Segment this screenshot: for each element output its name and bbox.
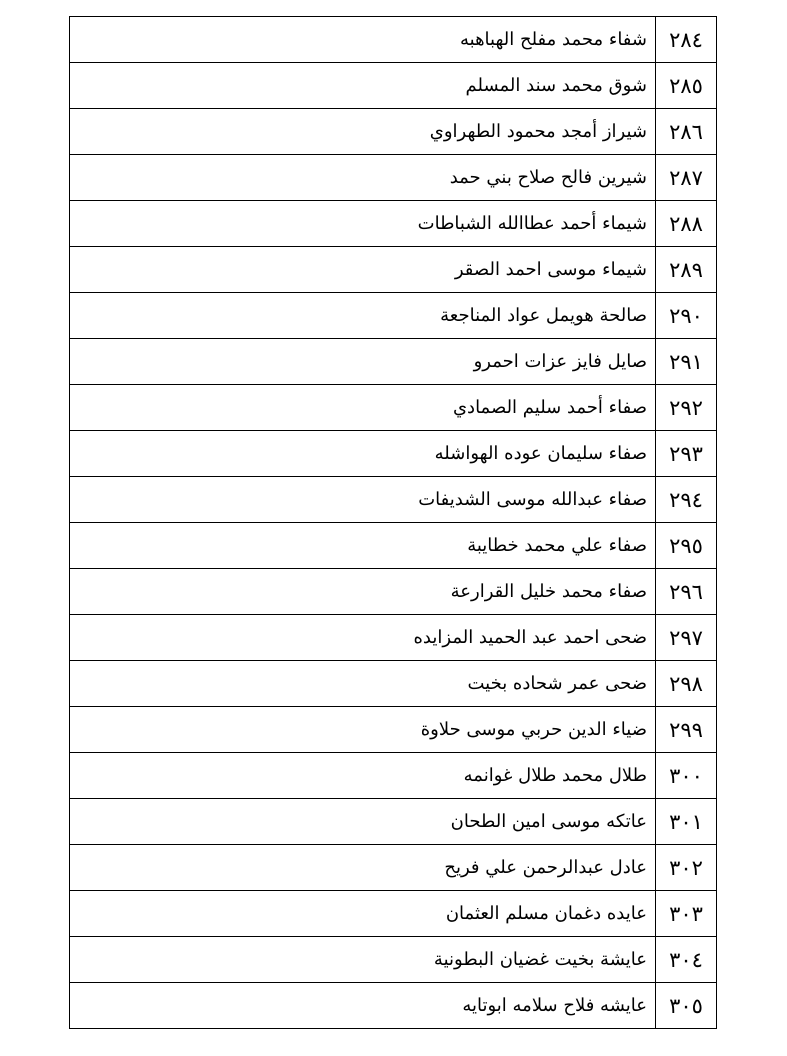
table-row (70, 707, 717, 753)
table-body (70, 17, 717, 1029)
names-table (69, 16, 717, 1029)
row-number: ٣٠٢ (656, 845, 717, 891)
table-row (70, 523, 717, 569)
person-name: عايده دغمان مسلم العثمان (70, 891, 656, 937)
person-name: عادل عبدالرحمن علي فريح (70, 845, 656, 891)
person-name: شيماء موسى احمد الصقر (70, 247, 656, 293)
table-row (70, 753, 717, 799)
row-number: ٢٨٥ (656, 63, 717, 109)
person-name: صفاء سليمان عوده الهواشله (70, 431, 656, 477)
row-number: ٢٩٣ (656, 431, 717, 477)
person-name: عايشه فلاح سلامه ابوتايه (70, 983, 656, 1029)
person-name: شوق محمد سند المسلم (70, 63, 656, 109)
table-row (70, 615, 717, 661)
row-number: ٢٩٢ (656, 385, 717, 431)
row-number: ٢٩٩ (656, 707, 717, 753)
row-number: ٣٠٣ (656, 891, 717, 937)
person-name: شيراز أمجد محمود الطهراوي (70, 109, 656, 155)
row-number: ٢٩٥ (656, 523, 717, 569)
table-row (70, 339, 717, 385)
row-number: ٣٠١ (656, 799, 717, 845)
table-row (70, 477, 717, 523)
row-number: ٢٩٤ (656, 477, 717, 523)
table-row (70, 569, 717, 615)
row-number: ٣٠٤ (656, 937, 717, 983)
row-number: ٣٠٥ (656, 983, 717, 1029)
table-row (70, 63, 717, 109)
table-row (70, 17, 717, 63)
row-number: ٢٨٤ (656, 17, 717, 63)
table-row (70, 201, 717, 247)
person-name: شفاء محمد مفلح الهباهبه (70, 17, 656, 63)
person-name: صفاء أحمد سليم الصمادي (70, 385, 656, 431)
table-row (70, 431, 717, 477)
person-name: ضحى احمد عبد الحميد المزايده (70, 615, 656, 661)
row-number: ٢٨٩ (656, 247, 717, 293)
row-number: ٢٨٦ (656, 109, 717, 155)
table-row (70, 385, 717, 431)
row-number: ٢٩٨ (656, 661, 717, 707)
person-name: شيماء أحمد عطاالله الشباطات (70, 201, 656, 247)
person-name: طلال محمد طلال غوانمه (70, 753, 656, 799)
row-number: ٢٨٧ (656, 155, 717, 201)
row-number: ٢٨٨ (656, 201, 717, 247)
table-row (70, 891, 717, 937)
person-name: عاتكه موسى امين الطحان (70, 799, 656, 845)
table-row (70, 155, 717, 201)
person-name: صفاء محمد خليل القرارعة (70, 569, 656, 615)
row-number: ٣٠٠ (656, 753, 717, 799)
table-row (70, 845, 717, 891)
row-number: ٢٩٧ (656, 615, 717, 661)
person-name: صالحة هويمل عواد المناجعة (70, 293, 656, 339)
table-row (70, 937, 717, 983)
table-row (70, 799, 717, 845)
person-name: ضحى عمر شحاده بخيت (70, 661, 656, 707)
person-name: عايشة بخيت غضيان البطونية (70, 937, 656, 983)
row-number: ٢٩٠ (656, 293, 717, 339)
row-number: ٢٩١ (656, 339, 717, 385)
table-row (70, 983, 717, 1029)
table-row (70, 247, 717, 293)
person-name: صايل فايز عزات احمرو (70, 339, 656, 385)
row-number: ٢٩٦ (656, 569, 717, 615)
person-name: ضياء الدين حربي موسى حلاوة (70, 707, 656, 753)
table-row (70, 109, 717, 155)
table-row (70, 661, 717, 707)
table-row (70, 293, 717, 339)
person-name: شيرين فالح صلاح بني حمد (70, 155, 656, 201)
person-name: صفاء علي محمد خطايبة (70, 523, 656, 569)
person-name: صفاء عبدالله موسى الشديفات (70, 477, 656, 523)
